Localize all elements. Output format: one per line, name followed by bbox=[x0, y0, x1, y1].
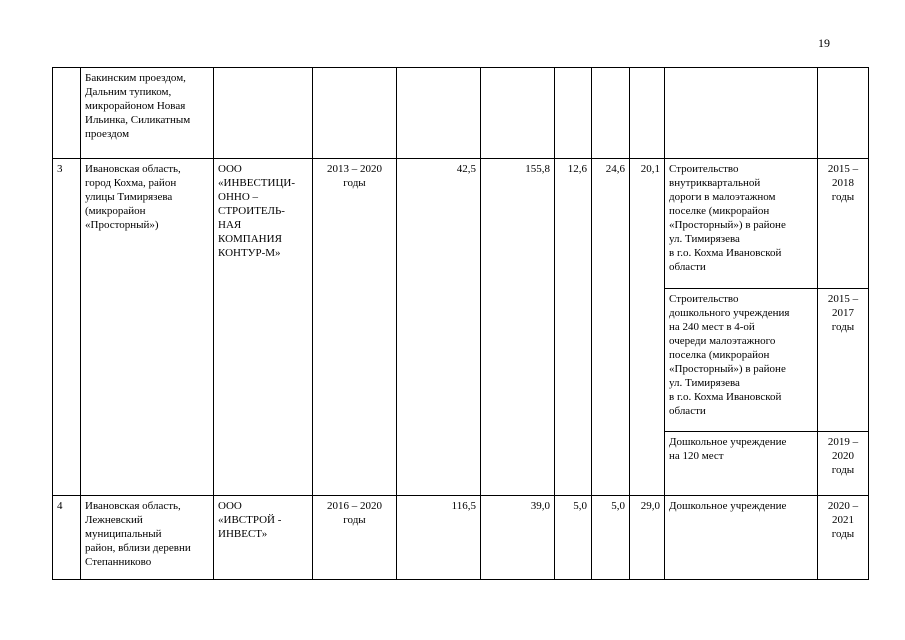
period-cell: 2013 – 2020 годы bbox=[313, 159, 397, 496]
value-cell-5 bbox=[630, 68, 665, 159]
developer-cell: ООО «ИВСТРОЙ - ИНВЕСТ» bbox=[214, 496, 313, 580]
row-number: 4 bbox=[53, 496, 81, 580]
investment-projects-table bbox=[52, 67, 869, 580]
row-number: 3 bbox=[53, 159, 81, 496]
object-years-cell: 2015 – 2017 годы bbox=[818, 289, 869, 432]
location-cell: Ивановская область, Лежневский муниципальный район, вблизи деревни Степанниково bbox=[81, 496, 214, 580]
period-cell: 2016 – 2020 годы bbox=[313, 496, 397, 580]
location-cell: Бакинским проездом, Дальним тупиком, микрорайоном Новая Ильинка, Силикатным проездом bbox=[81, 68, 214, 159]
value-cell-2: 155,8 bbox=[481, 159, 555, 496]
value-cell-1: 116,5 bbox=[397, 496, 481, 580]
value-cell-5: 29,0 bbox=[630, 496, 665, 580]
value-cell-4: 24,6 bbox=[592, 159, 630, 496]
page-number: 19 bbox=[818, 36, 830, 50]
row-number bbox=[53, 68, 81, 159]
object-name-cell: Дошкольное учреждение bbox=[665, 496, 818, 580]
object-name-cell: Дошкольное учреждение на 120 мест bbox=[665, 432, 818, 496]
value-cell-1 bbox=[397, 68, 481, 159]
table-row bbox=[53, 159, 869, 289]
object-name-cell bbox=[665, 68, 818, 159]
table-row bbox=[53, 68, 869, 159]
table-row bbox=[53, 496, 869, 580]
value-cell-4 bbox=[592, 68, 630, 159]
object-years-cell: 2020 – 2021 годы bbox=[818, 496, 869, 580]
object-years-cell bbox=[818, 68, 869, 159]
period-cell bbox=[313, 68, 397, 159]
object-years-cell: 2015 – 2018 годы bbox=[818, 159, 869, 289]
value-cell-3 bbox=[555, 68, 592, 159]
value-cell-3: 5,0 bbox=[555, 496, 592, 580]
location-cell: Ивановская область, город Кохма, район улицы Тимирязева (микрорайон «Просторный») bbox=[81, 159, 214, 496]
value-cell-1: 42,5 bbox=[397, 159, 481, 496]
object-name-cell: Строительство дошкольного учреждения на 240 мест в 4-ой очереди малоэтажного поселка (микрорайон «Просторный») в районе ул. Тимирязева в г.о. Кохма Ивановской области bbox=[665, 289, 818, 432]
value-cell-5: 20,1 bbox=[630, 159, 665, 496]
value-cell-2: 39,0 bbox=[481, 496, 555, 580]
value-cell-3: 12,6 bbox=[555, 159, 592, 496]
value-cell-2 bbox=[481, 68, 555, 159]
developer-cell: ООО «ИНВЕСТИЦИ- ОННО – СТРОИТЕЛЬ- НАЯ КОМПАНИЯ КОНТУР-М» bbox=[214, 159, 313, 496]
object-name-cell: Строительство внутриквартальной дороги в малоэтажном поселке (микрорайон «Просторный») в районе ул. Тимирязева в г.о. Кохма Ивановской области bbox=[665, 159, 818, 289]
developer-cell bbox=[214, 68, 313, 159]
object-years-cell: 2019 – 2020 годы bbox=[818, 432, 869, 496]
value-cell-4: 5,0 bbox=[592, 496, 630, 580]
